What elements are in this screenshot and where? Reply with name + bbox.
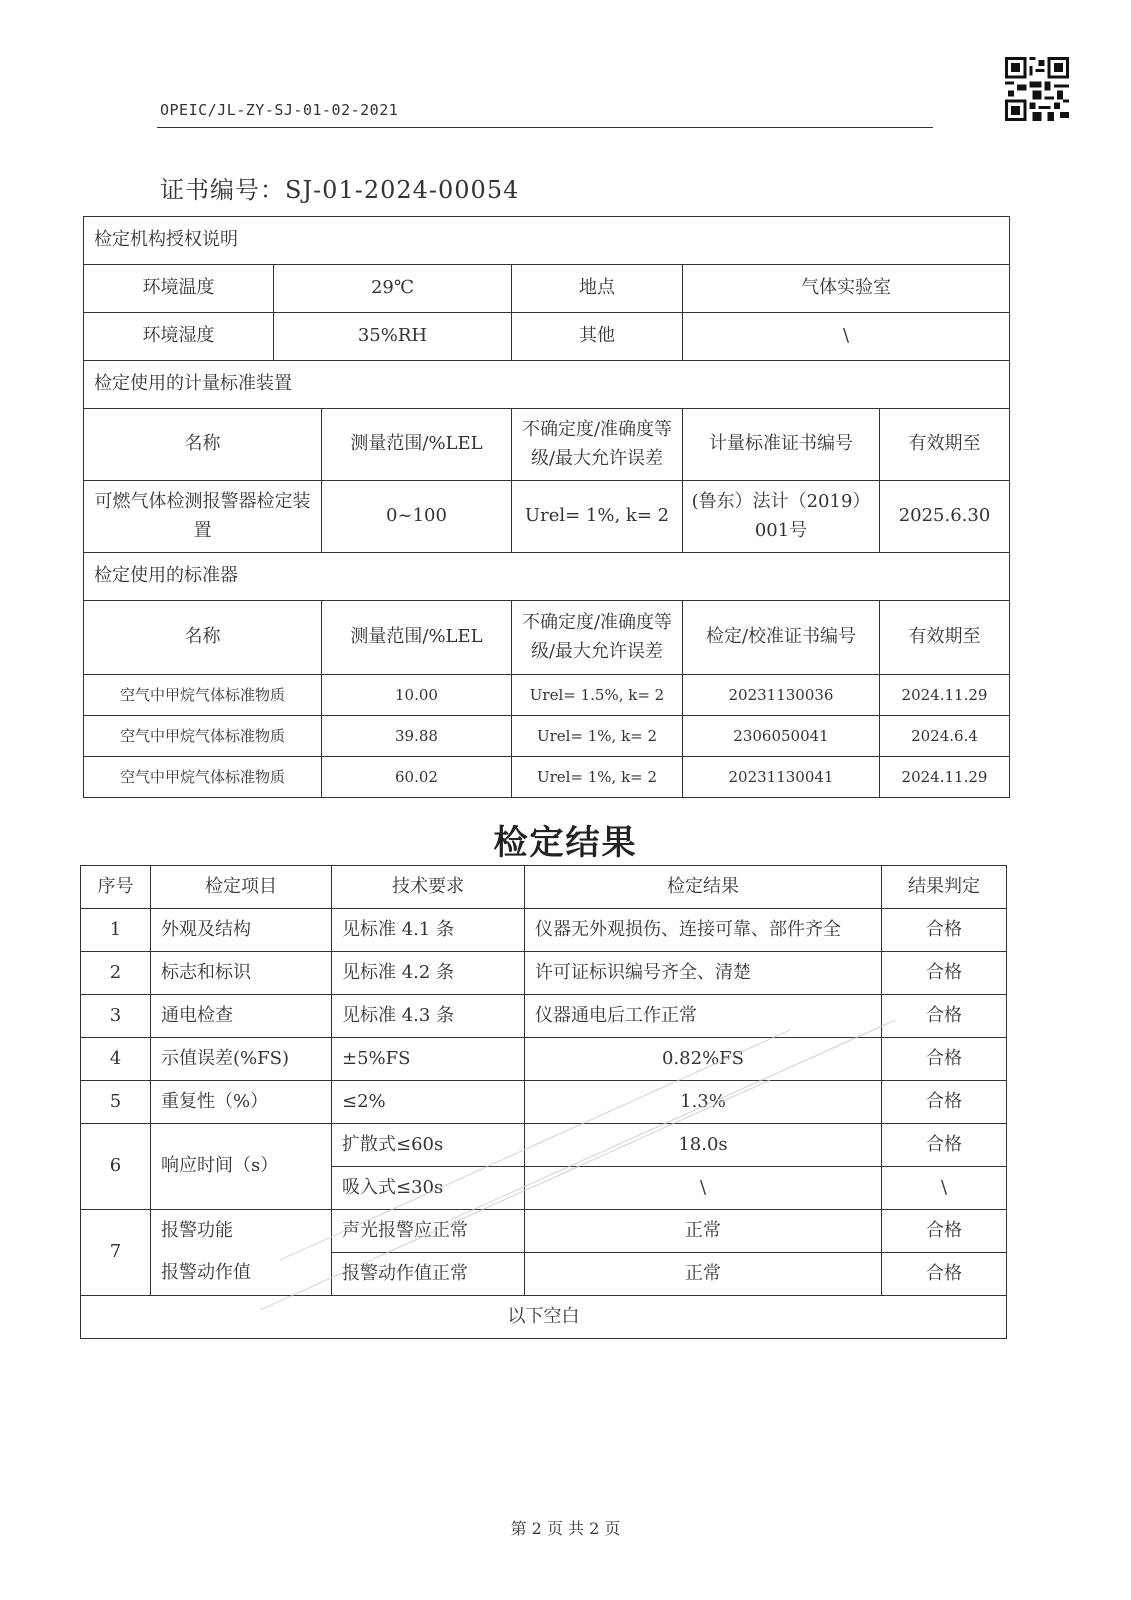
- standards-cell: 39.88: [322, 716, 512, 757]
- metro-header: 有效期至: [880, 409, 1010, 481]
- certificate-number-label: 证书编号：: [160, 176, 285, 204]
- results-row: [81, 1081, 1007, 1124]
- standards-header: 有效期至: [880, 601, 1010, 675]
- auth-cell: 29℃: [274, 265, 512, 313]
- results-cell: 声光报警应正常: [332, 1210, 525, 1253]
- results-title: 检定结果: [493, 823, 638, 863]
- standards-row: [84, 675, 1010, 716]
- results-cell: 响应时间（s）: [151, 1124, 332, 1210]
- certificate-number: [160, 170, 519, 205]
- results-header: 序号: [81, 866, 151, 909]
- metro-section-title: 检定使用的计量标准装置: [84, 361, 1010, 409]
- results-cell: 报警动作值: [151, 1253, 332, 1296]
- results-row: [81, 952, 1007, 995]
- results-cell: 报警动作值正常: [332, 1253, 525, 1296]
- results-row: [81, 995, 1007, 1038]
- results-cell: 4: [81, 1038, 151, 1081]
- results-cell: 正常: [525, 1210, 882, 1253]
- results-header: 检定结果: [525, 866, 882, 909]
- results-cell: \: [525, 1167, 882, 1210]
- results-cell: 0.82%FS: [525, 1038, 882, 1081]
- standards-cell: Urel= 1.5%, k= 2: [512, 675, 683, 716]
- results-row: [81, 909, 1007, 952]
- results-cell: 外观及结构: [151, 909, 332, 952]
- results-header: 技术要求: [332, 866, 525, 909]
- results-header-row: [81, 866, 1007, 909]
- metro-header: 计量标准证书编号: [683, 409, 880, 481]
- results-cell: 合格: [882, 1081, 1007, 1124]
- auth-cell: 环境温度: [84, 265, 274, 313]
- auth-row: [84, 265, 1010, 313]
- auth-cell: 地点: [512, 265, 683, 313]
- standards-header: 测量范围/%LEL: [322, 601, 512, 675]
- results-cell: 1: [81, 909, 151, 952]
- results-cell: ±5%FS: [332, 1038, 525, 1081]
- results-cell: 通电检查: [151, 995, 332, 1038]
- standards-cell: 空气中甲烷气体标准物质: [84, 675, 322, 716]
- auth-cell: 其他: [512, 313, 683, 361]
- page-footer: 第 2 页 共 2 页: [510, 1519, 621, 1538]
- results-cell: 见标准 4.3 条: [332, 995, 525, 1038]
- metro-cell: (鲁东）法计（2019）001号: [683, 481, 880, 553]
- metro-cell: 2025.6.30: [880, 481, 1010, 553]
- results-cell: 标志和标识: [151, 952, 332, 995]
- standards-cell: 空气中甲烷气体标准物质: [84, 757, 322, 798]
- results-cell: 正常: [525, 1253, 882, 1296]
- blank-note: 以下空白: [81, 1296, 1007, 1339]
- standards-cell: 空气中甲烷气体标准物质: [84, 716, 322, 757]
- auth-section-title: 检定机构授权说明: [84, 217, 1010, 265]
- results-row: [81, 1124, 1007, 1167]
- results-cell: 合格: [882, 952, 1007, 995]
- results-cell: 1.3%: [525, 1081, 882, 1124]
- results-cell: 见标准 4.2 条: [332, 952, 525, 995]
- results-row: [81, 1038, 1007, 1081]
- results-cell: 合格: [882, 909, 1007, 952]
- results-cell: 许可证标识编号齐全、清楚: [525, 952, 882, 995]
- results-row: [81, 1253, 1007, 1296]
- header-rule: [157, 127, 933, 128]
- standards-header: 不确定度/准确度等级/最大允许误差: [512, 601, 683, 675]
- results-cell: 仪器无外观损伤、连接可靠、部件齐全: [525, 909, 882, 952]
- results-header: 结果判定: [882, 866, 1007, 909]
- standards-cell: Urel= 1%, k= 2: [512, 757, 683, 798]
- standards-section-title: 检定使用的标准器: [84, 553, 1010, 601]
- results-cell: 吸入式≤30s: [332, 1167, 525, 1210]
- results-row: [81, 1210, 1007, 1253]
- standards-cell: 2024.11.29: [880, 675, 1010, 716]
- results-cell: 重复性（%）: [151, 1081, 332, 1124]
- certificate-number-value: SJ-01-2024-00054: [285, 176, 520, 204]
- standards-row: [84, 757, 1010, 798]
- results-cell: 合格: [882, 1124, 1007, 1167]
- results-cell: 合格: [882, 1210, 1007, 1253]
- qr-code-icon: [1005, 57, 1069, 121]
- metro-row: [84, 481, 1010, 553]
- results-cell: 合格: [882, 1038, 1007, 1081]
- results-cell: 仪器通电后工作正常: [525, 995, 882, 1038]
- results-cell: \: [882, 1167, 1007, 1210]
- results-cell: 2: [81, 952, 151, 995]
- auth-cell: 气体实验室: [683, 265, 1010, 313]
- metro-header: 名称: [84, 409, 322, 481]
- authorization-table: [83, 216, 1010, 798]
- auth-cell: \: [683, 313, 1010, 361]
- results-cell: 5: [81, 1081, 151, 1124]
- results-cell: 扩散式≤60s: [332, 1124, 525, 1167]
- auth-cell: 环境湿度: [84, 313, 274, 361]
- metro-header: 测量范围/%LEL: [322, 409, 512, 481]
- metro-header-row: [84, 409, 1010, 481]
- document-code: OPEIC/JL-ZY-SJ-01-02-2021: [160, 101, 399, 119]
- standards-cell: 20231130036: [683, 675, 880, 716]
- standards-cell: 2306050041: [683, 716, 880, 757]
- standards-cell: 10.00: [322, 675, 512, 716]
- results-cell: 6: [81, 1124, 151, 1210]
- auth-cell: 35%RH: [274, 313, 512, 361]
- metro-header: 不确定度/准确度等级/最大允许误差: [512, 409, 683, 481]
- standards-header: 检定/校准证书编号: [683, 601, 880, 675]
- standards-cell: 20231130041: [683, 757, 880, 798]
- results-header: 检定项目: [151, 866, 332, 909]
- results-cell: 示值误差(%FS): [151, 1038, 332, 1081]
- results-cell: 7: [81, 1210, 151, 1296]
- standards-cell: 2024.11.29: [880, 757, 1010, 798]
- results-cell: 18.0s: [525, 1124, 882, 1167]
- standards-cell: 2024.6.4: [880, 716, 1010, 757]
- standards-header: 名称: [84, 601, 322, 675]
- results-cell: ≤2%: [332, 1081, 525, 1124]
- results-cell: 报警功能: [151, 1210, 332, 1253]
- results-cell: 合格: [882, 1253, 1007, 1296]
- results-cell: 3: [81, 995, 151, 1038]
- standards-row: [84, 716, 1010, 757]
- results-cell: 见标准 4.1 条: [332, 909, 525, 952]
- metro-cell: 可燃气体检测报警器检定装置: [84, 481, 322, 553]
- standards-cell: 60.02: [322, 757, 512, 798]
- results-table: [80, 865, 1007, 1339]
- auth-row: [84, 313, 1010, 361]
- results-cell: 合格: [882, 995, 1007, 1038]
- standards-header-row: [84, 601, 1010, 675]
- metro-cell: 0~100: [322, 481, 512, 553]
- standards-cell: Urel= 1%, k= 2: [512, 716, 683, 757]
- metro-cell: Urel= 1%, k= 2: [512, 481, 683, 553]
